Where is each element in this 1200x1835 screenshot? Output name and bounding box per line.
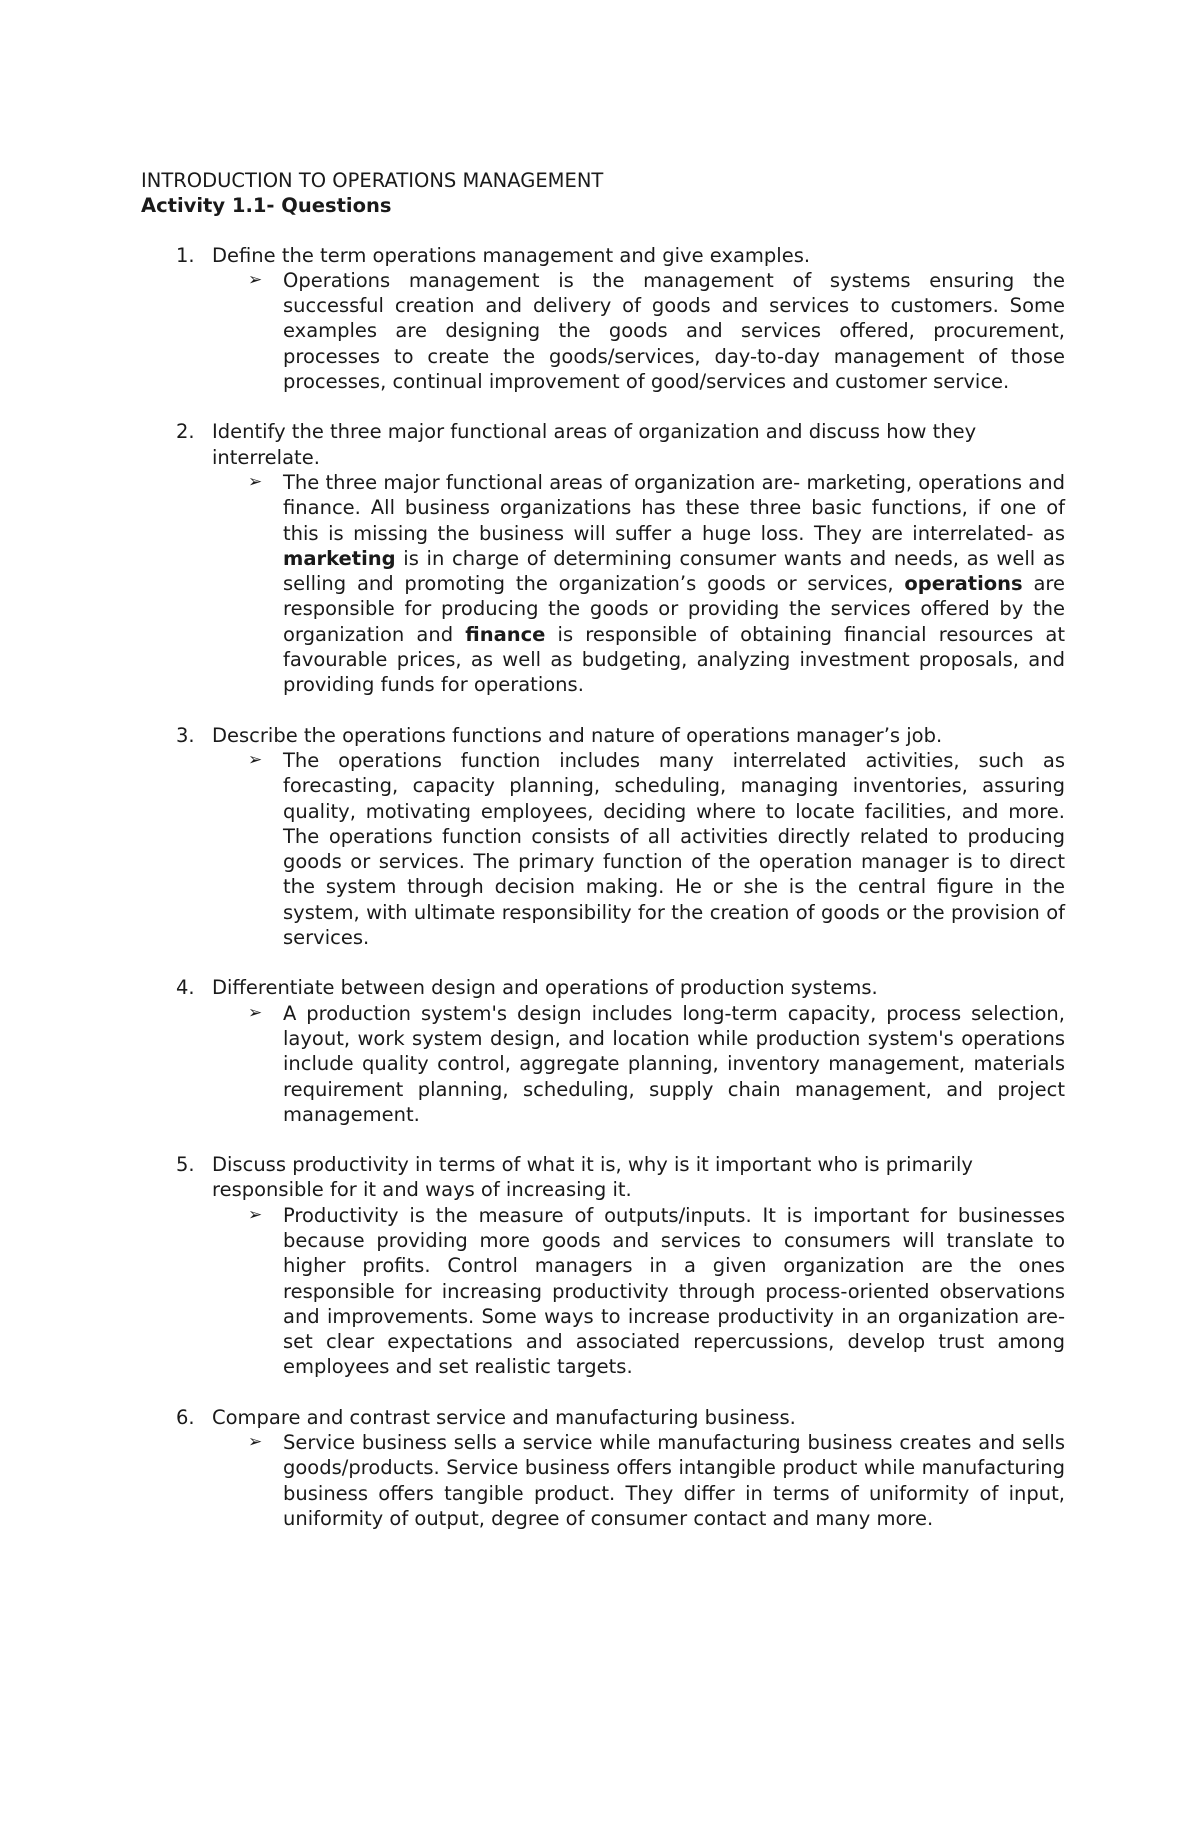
question-text: Identify the three major functional areas of organization and discuss how they interrelate. bbox=[212, 420, 977, 469]
answer-text: A production system's design includes long-term capacity, process selection, layout, work system design, and location while production system's operations include quality control, aggregate planning, inventory management, materials requirement planning, scheduling, supply chain management, and project management. bbox=[283, 1001, 1065, 1126]
question-number: 5. bbox=[176, 1153, 195, 1177]
question-number: 1. bbox=[176, 243, 195, 267]
question-text: Discuss productivity in terms of what it is, why is it important who is primarily responsible for it and ways of increasing it. bbox=[212, 1153, 973, 1202]
question-item bbox=[141, 1405, 1065, 1531]
answer-text: is responsible of obtaining financial resources at favourable prices, as well as budgeting, analyzing investment proposals, and providing funds for operations. bbox=[283, 622, 1065, 697]
answer-text: Operations management is the management of systems ensuring the successful creation and delivery of goods and services to customers. Some examples are designing the goods and services offered, procurement, processes to create the goods/services, day-to-day management of those processes, continual improvement of good/services and customer service. bbox=[283, 268, 1065, 394]
answer-text: Productivity is the measure of outputs/inputs. It is important for businesses because providing more goods and services to consumers will translate to higher profits. Control managers in a given organization are the ones responsible for increasing productivity through process-oriented observations and improvements. Some ways to increase productivity in an organization are- set clear expectations and associated repercussions, develop trust among employees and set realistic targets. bbox=[283, 1203, 1065, 1379]
answer-text: Service business sells a service while manufacturing business creates and sells goods/products. Service business offers intangible product while manufacturing business offers tangible product. They differ in terms of uniformity of input, uniformity of output, degree of consumer contact and many more. bbox=[283, 1431, 1065, 1530]
answer-paragraph bbox=[212, 1430, 1065, 1531]
question-text: Define the term operations management and give examples. bbox=[212, 243, 811, 267]
arrowhead-bullet-icon: ➢ bbox=[248, 471, 263, 492]
question-number: 3. bbox=[176, 723, 195, 747]
arrowhead-bullet-icon: ➢ bbox=[248, 1002, 263, 1023]
answer-emphasis: finance bbox=[465, 622, 546, 646]
answer-paragraph bbox=[212, 1203, 1065, 1380]
question-text: Differentiate between design and operations of production systems. bbox=[212, 976, 878, 1000]
question-text: Describe the operations functions and nature of operations manager’s job. bbox=[212, 723, 943, 747]
question-number: 6. bbox=[176, 1405, 195, 1429]
arrowhead-bullet-icon: ➢ bbox=[248, 1432, 263, 1453]
question-item bbox=[141, 723, 1065, 951]
answer-emphasis: operations bbox=[904, 572, 1023, 596]
answer-text: The three major functional areas of organization are- marketing, operations and finance. All business organizations has these three basic functions, if one of this is missing the business will suffer a huge loss. They are interrelated- as bbox=[283, 470, 1065, 545]
answer-emphasis: marketing bbox=[283, 546, 396, 570]
answer-text: are responsible for producing the goods or providing the services offered by the organization and bbox=[283, 572, 1065, 646]
question-item bbox=[141, 243, 1065, 395]
answer-paragraph bbox=[212, 748, 1065, 950]
question-item bbox=[141, 975, 1065, 1127]
question-list bbox=[141, 243, 1065, 1532]
answer-paragraph bbox=[212, 268, 1065, 394]
document-title: INTRODUCTION TO OPERATIONS MANAGEMENT bbox=[141, 169, 604, 192]
question-number: 2. bbox=[176, 420, 195, 444]
arrowhead-bullet-icon: ➢ bbox=[248, 749, 263, 770]
arrowhead-bullet-icon: ➢ bbox=[248, 1204, 263, 1225]
answer-text: is in charge of determining consumer wants and needs, as well as selling and promoting the organization’s goods or services, bbox=[283, 546, 1065, 596]
question-number: 4. bbox=[176, 976, 195, 1000]
question-item bbox=[141, 1152, 1065, 1380]
answer-text: The operations function includes many interrelated activities, such as forecasting, capacity planning, scheduling, managing inventories, assuring quality, motivating employees, deciding where to locate facilities, and more. The operations function consists of all activities directly related to producing goods or services. The primary function of the operation manager is to direct the system through decision making. He or she is the central figure in the system, with ultimate responsibility for the creation of goods or the provision of services. bbox=[283, 748, 1065, 950]
answer-paragraph bbox=[212, 1001, 1065, 1127]
answer-paragraph bbox=[212, 470, 1065, 698]
document-page bbox=[141, 168, 1065, 1556]
question-item bbox=[141, 419, 1065, 697]
arrowhead-bullet-icon: ➢ bbox=[248, 269, 263, 290]
question-text: Compare and contrast service and manufacturing business. bbox=[212, 1405, 796, 1429]
activity-heading: Activity 1.1- Questions bbox=[141, 194, 392, 218]
